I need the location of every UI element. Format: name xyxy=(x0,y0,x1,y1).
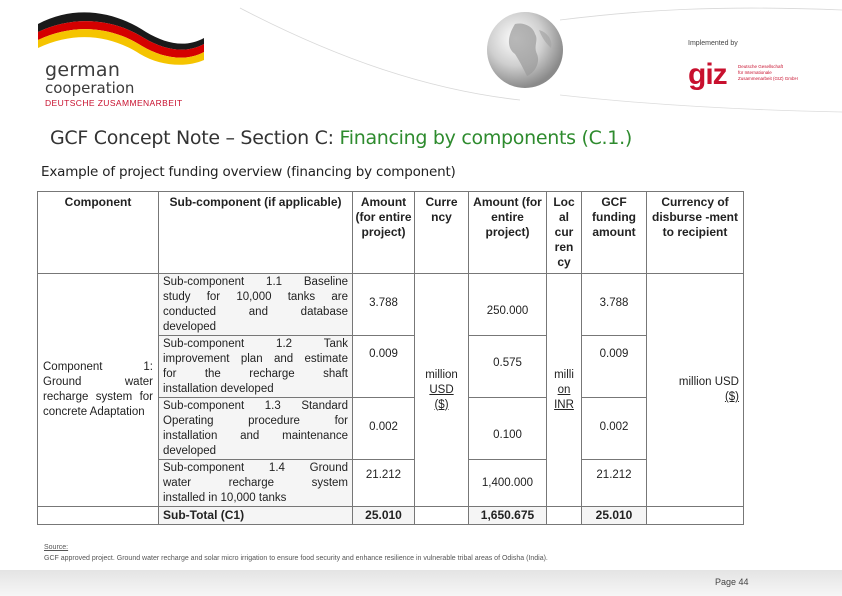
source-label: Source: xyxy=(44,544,69,551)
header-local-currency: Loc al cur ren cy xyxy=(547,192,582,274)
subtotal-local-amount: 1,650.675 xyxy=(469,507,547,525)
amount-cell: 0.002 xyxy=(353,398,415,460)
brand-line-deutsche: DEUTSCHE ZUSAMMENARBEIT xyxy=(45,98,183,108)
source-text: GCF approved project. Ground water recharge and solar micro irrigation to ensure food security and enhance resilience in vulnerable tribal areas of Odisha (India). xyxy=(44,555,548,562)
table-row xyxy=(38,274,744,336)
local-amount-cell: 0.575 xyxy=(469,336,547,398)
currency-cell: million USD ($) xyxy=(415,274,469,507)
amount-cell: 0.009 xyxy=(353,336,415,398)
german-cooperation-logo xyxy=(45,60,183,108)
local-amount-cell: 1,400.000 xyxy=(469,460,547,507)
table-header-row xyxy=(38,192,744,274)
local-amount-cell: 0.100 xyxy=(469,398,547,460)
gcf-amount-cell: 0.009 xyxy=(582,336,647,398)
subtotal-label: Sub-Total (C1) xyxy=(159,507,353,525)
subtotal-blank xyxy=(547,507,582,525)
header-subcomponent: Sub-component (if applicable) xyxy=(159,192,353,274)
german-flag-ribbon-icon xyxy=(36,10,206,66)
gcf-amount-cell: 0.002 xyxy=(582,398,647,460)
header-amount: Amount (for entire project) xyxy=(353,192,415,274)
title-highlight: Financing by components (C.1.) xyxy=(339,127,632,149)
amount-cell: 21.212 xyxy=(353,460,415,507)
page-title xyxy=(50,127,632,149)
component-cell: Component 1: Ground water recharge system for concrete Adaptation xyxy=(38,274,159,507)
header-gcf-funding: GCF funding amount xyxy=(582,192,647,274)
globe-icon xyxy=(485,10,565,90)
subcomponent-cell: Sub-component 1.1 Baseline study for 10,000 tanks are conducted and database developed xyxy=(159,274,353,336)
funding-table-container xyxy=(37,191,743,522)
funding-table xyxy=(37,191,744,525)
page-subtitle: Example of project funding overview (financing by component) xyxy=(41,164,456,180)
local-currency-cell: milli on INR xyxy=(547,274,582,507)
subtotal-blank xyxy=(38,507,159,525)
implemented-by-label: Implemented by xyxy=(688,40,738,47)
gcf-amount-cell: 3.788 xyxy=(582,274,647,336)
subtotal-blank xyxy=(415,507,469,525)
subcomponent-cell: Sub-component 1.2 Tank improvement plan and estimate for the recharge shaft installation developed xyxy=(159,336,353,398)
subcomponent-cell: Sub-component 1.3 Standard Operating procedure for installation and maintenance developed xyxy=(159,398,353,460)
local-amount-cell: 250.000 xyxy=(469,274,547,336)
source-note xyxy=(44,542,548,564)
page-number: Page 44 xyxy=(715,577,749,587)
subcomponent-cell: Sub-component 1.4 Ground water recharge system installed in 10,000 tanks xyxy=(159,460,353,507)
subtotal-amount: 25.010 xyxy=(353,507,415,525)
header-component: Component xyxy=(38,192,159,274)
gcf-amount-cell: 21.212 xyxy=(582,460,647,507)
subtotal-row xyxy=(38,507,744,525)
amount-cell: 3.788 xyxy=(353,274,415,336)
brand-line-cooperation: cooperation xyxy=(45,79,135,97)
subtotal-gcf: 25.010 xyxy=(582,507,647,525)
header-amount-local: Amount (for entire project) xyxy=(469,192,547,274)
subtotal-blank xyxy=(647,507,744,525)
brand-line-german: german xyxy=(45,59,121,81)
header-currency-disburse: Currency of disburse -ment to recipient xyxy=(647,192,744,274)
giz-logo xyxy=(688,58,798,91)
disburse-currency-cell: million USD ($) xyxy=(647,274,744,507)
giz-subtext: Deutsche Gesellschaft für Internationale Zusammenarbeit (GIZ) GmbH xyxy=(738,64,798,81)
giz-logo-text: giz xyxy=(688,58,727,91)
header-currency: Curre ncy xyxy=(415,192,469,274)
title-prefix: GCF Concept Note – Section C: xyxy=(50,127,340,149)
